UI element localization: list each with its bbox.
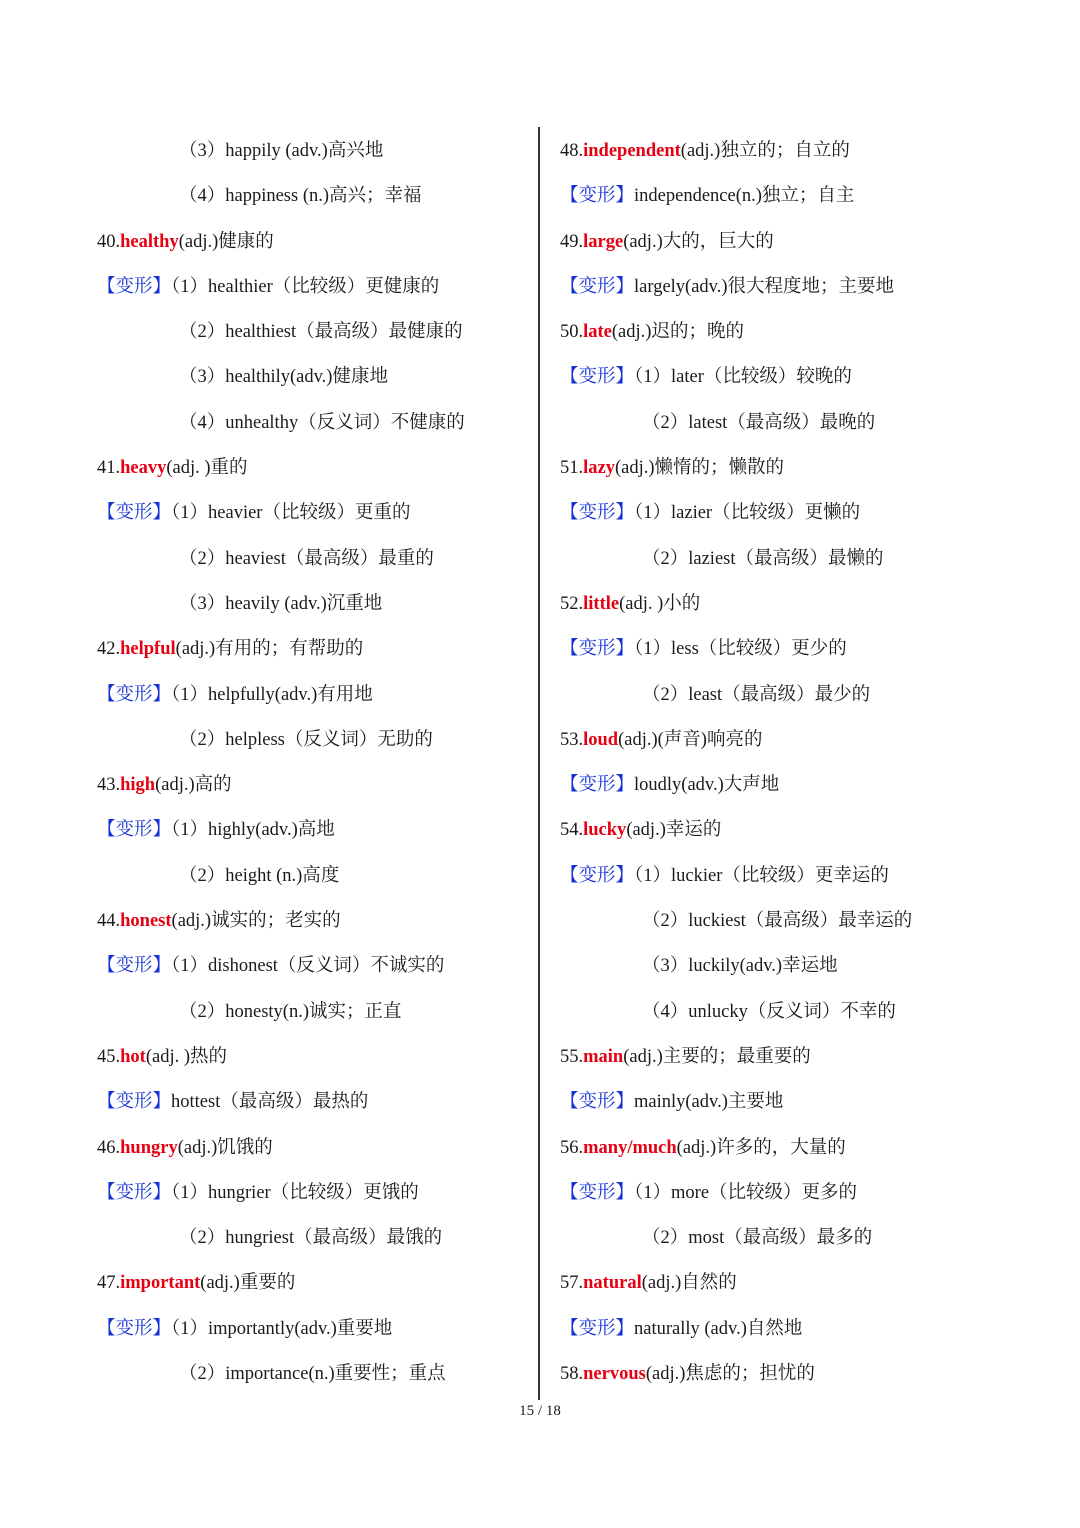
variant-text: （1）importantly(adv.)重要地 — [171, 1318, 393, 1339]
variant-line — [560, 763, 1000, 808]
entry-number: 51. — [560, 458, 584, 479]
headword: important — [120, 1273, 201, 1294]
variant-text: （1）helpfully(adv.)有用地 — [171, 684, 373, 705]
entry-number: 58. — [560, 1364, 584, 1385]
entry-number: 43. — [97, 775, 121, 796]
entry-number: 52. — [560, 593, 584, 614]
entry-definition: (adj.)许多的，大量的 — [676, 1137, 846, 1158]
variant-line — [97, 944, 527, 989]
entry-definition: (adj.)高的 — [155, 775, 232, 796]
variant-line — [97, 673, 527, 718]
headword: many/much — [583, 1137, 677, 1158]
entry-definition: (adj.)主要的；最重要的 — [623, 1046, 811, 1067]
variant-tag: 【变形】 — [560, 1092, 635, 1113]
variant-line — [560, 174, 1000, 219]
variant-line — [97, 1171, 527, 1216]
entry-heading — [97, 899, 527, 944]
variant-tag: 【变形】 — [560, 775, 635, 796]
entry-heading — [97, 220, 527, 265]
entry-heading — [560, 808, 1000, 853]
variant-subline: （3）heavily (adv.)沉重地 — [179, 593, 383, 614]
headword: high — [120, 775, 156, 796]
variant-line — [97, 1080, 527, 1125]
variant-subline: （2）luckiest（最高级）最幸运的 — [642, 911, 913, 932]
variant-subline: （4）unhealthy（反义词）不健康的 — [179, 412, 465, 433]
headword: honest — [120, 911, 172, 932]
headword: lazy — [583, 458, 615, 479]
variant-line — [560, 1080, 1000, 1125]
entry-definition: (adj.)焦虑的；担忧的 — [645, 1364, 815, 1385]
entry-heading — [560, 582, 1000, 627]
variant-subline: （2）height (n.)高度 — [179, 865, 340, 886]
entry-heading — [560, 1126, 1000, 1171]
variant-tag: 【变形】 — [97, 1092, 172, 1113]
variant-subline: （2）importance(n.)重要性；重点 — [179, 1364, 446, 1385]
entry-number: 48. — [560, 141, 584, 161]
headword: nervous — [583, 1364, 646, 1385]
variant-subline: （2）honesty(n.)诚实；正直 — [179, 1001, 402, 1022]
entry-definition: (adj.)独立的；自立的 — [680, 141, 850, 161]
entry-definition: (adj.)迟的；晚的 — [611, 322, 744, 343]
entry-definition: (adj. )重的 — [166, 458, 248, 479]
headword: lucky — [583, 820, 627, 841]
variant-tag: 【变形】 — [560, 1182, 635, 1203]
entry-definition: (adj.)自然的 — [641, 1273, 737, 1294]
entry-number: 45. — [97, 1046, 121, 1067]
variant-tag: 【变形】 — [560, 186, 635, 207]
variant-line — [97, 1307, 527, 1352]
entry-definition: (adj.)懒惰的；懒散的 — [614, 458, 785, 479]
left-column — [97, 129, 527, 1397]
variant-line — [560, 355, 1000, 400]
headword: late — [583, 322, 612, 343]
variant-line — [560, 491, 1000, 536]
entry-definition: (adj.)饥饿的 — [177, 1137, 273, 1158]
entry-number: 44. — [97, 911, 121, 932]
headword: little — [583, 593, 620, 614]
variant-tag: 【变形】 — [97, 1182, 172, 1203]
variant-subline: （2）latest（最高级）最晚的 — [642, 412, 876, 433]
headword: natural — [583, 1273, 642, 1294]
variant-line — [560, 1307, 1000, 1352]
variant-text: （1）highly(adv.)高地 — [171, 820, 335, 841]
variant-line — [97, 808, 527, 853]
variant-subline: （2）laziest（最高级）最懒的 — [642, 548, 884, 569]
entry-definition: (adj.)幸运的 — [626, 820, 722, 841]
variant-tag: 【变形】 — [560, 639, 635, 660]
entry-heading — [560, 220, 1000, 265]
variant-line — [560, 1171, 1000, 1216]
entry-heading — [97, 763, 527, 808]
entry-heading — [97, 1035, 527, 1080]
entry-heading — [560, 1035, 1000, 1080]
entry-definition: (adj. )小的 — [619, 593, 701, 614]
page-number: 15 / 18 — [519, 1403, 561, 1419]
variant-tag: 【变形】 — [560, 276, 635, 297]
variant-tag: 【变形】 — [560, 503, 635, 524]
entry-definition: (adj.)(声音)响亮的 — [618, 729, 763, 750]
headword: main — [583, 1046, 624, 1067]
headword: hungry — [120, 1137, 178, 1158]
headword: loud — [583, 729, 619, 750]
column-divider — [538, 127, 540, 1400]
entry-heading — [560, 1352, 1000, 1397]
variant-subline: （3）healthily(adv.)健康地 — [179, 367, 388, 388]
variant-tag: 【变形】 — [560, 865, 635, 886]
variant-line — [560, 854, 1000, 899]
variant-subline: （2）heaviest（最高级）最重的 — [179, 548, 434, 569]
variant-text: mainly(adv.)主要地 — [634, 1092, 784, 1113]
headword: hot — [120, 1046, 146, 1067]
variant-text: （1）more（比较级）更多的 — [634, 1182, 858, 1203]
variant-text: loudly(adv.)大声地 — [634, 775, 780, 796]
variant-line — [97, 265, 527, 310]
variant-subline: （4）happiness (n.)高兴；幸福 — [179, 186, 422, 207]
variant-text: （1）luckier（比较级）更幸运的 — [634, 865, 889, 886]
variant-subline: （2）most（最高级）最多的 — [642, 1228, 873, 1249]
variant-subline: （2）helpless（反义词）无助的 — [179, 729, 433, 750]
variant-text: independence(n.)独立；自主 — [634, 186, 855, 207]
headword: large — [583, 231, 624, 252]
variant-tag: 【变形】 — [97, 503, 172, 524]
variant-text: （1）hungrier（比较级）更饿的 — [171, 1182, 419, 1203]
variant-subline: （4）unlucky（反义词）不幸的 — [642, 1001, 896, 1022]
entry-heading — [560, 129, 1000, 174]
headword: independent — [583, 141, 681, 161]
variant-text: naturally (adv.)自然地 — [634, 1318, 803, 1339]
variant-subline: （2）healthiest（最高级）最健康的 — [179, 322, 463, 343]
headword: healthy — [120, 231, 179, 252]
variant-subline: （3）happily (adv.)高兴地 — [179, 141, 384, 161]
variant-text: （1）less（比较级）更少的 — [634, 639, 847, 660]
entry-heading — [97, 446, 527, 491]
entry-number: 55. — [560, 1046, 584, 1067]
entry-number: 41. — [97, 458, 121, 479]
variant-subline: （3）luckily(adv.)幸运地 — [642, 956, 838, 977]
variant-text: （1）dishonest（反义词）不诚实的 — [171, 956, 445, 977]
variant-text: largely(adv.)很大程度地；主要地 — [634, 276, 895, 297]
variant-text: （1）heavier（比较级）更重的 — [171, 503, 411, 524]
entry-heading — [560, 310, 1000, 355]
entry-number: 42. — [97, 639, 121, 660]
variant-text: （1）healthier（比较级）更健康的 — [171, 276, 440, 297]
entry-number: 40. — [97, 231, 121, 252]
entry-number: 53. — [560, 729, 584, 750]
entry-heading — [560, 446, 1000, 491]
variant-tag: 【变形】 — [97, 276, 172, 297]
variant-tag: 【变形】 — [97, 684, 172, 705]
entry-number: 57. — [560, 1273, 584, 1294]
variant-subline: （2）least（最高级）最少的 — [642, 684, 871, 705]
variant-tag: 【变形】 — [97, 956, 172, 977]
entry-definition: (adj.)有用的；有帮助的 — [175, 639, 364, 660]
variant-line — [560, 627, 1000, 672]
entry-definition: (adj.)健康的 — [178, 231, 274, 252]
variant-line — [97, 491, 527, 536]
entry-number: 49. — [560, 231, 584, 252]
right-column — [560, 129, 1000, 1397]
headword: helpful — [120, 639, 176, 660]
entry-number: 50. — [560, 322, 584, 343]
headword: heavy — [120, 458, 167, 479]
entry-definition: (adj.)大的，巨大的 — [623, 231, 774, 252]
entry-definition: (adj.)诚实的；老实的 — [171, 911, 341, 932]
entry-heading — [97, 627, 527, 672]
variant-text: （1）later（比较级）较晚的 — [634, 367, 852, 388]
entry-definition: (adj. )热的 — [145, 1046, 228, 1067]
variant-tag: 【变形】 — [560, 367, 635, 388]
entry-number: 46. — [97, 1137, 121, 1158]
variant-tag: 【变形】 — [97, 820, 172, 841]
entry-definition: (adj.)重要的 — [200, 1273, 296, 1294]
variant-text: （1）lazier（比较级）更懒的 — [634, 503, 861, 524]
variant-tag: 【变形】 — [560, 1318, 635, 1339]
entry-number: 56. — [560, 1137, 584, 1158]
entry-heading — [97, 1261, 527, 1306]
entry-heading — [560, 1261, 1000, 1306]
variant-subline: （2）hungriest（最高级）最饿的 — [179, 1228, 443, 1249]
entry-number: 47. — [97, 1273, 121, 1294]
entry-heading — [560, 718, 1000, 763]
entry-heading — [97, 1126, 527, 1171]
variant-tag: 【变形】 — [97, 1318, 172, 1339]
entry-number: 54. — [560, 820, 584, 841]
variant-text: hottest（最高级）最热的 — [171, 1092, 369, 1113]
variant-line — [560, 265, 1000, 310]
